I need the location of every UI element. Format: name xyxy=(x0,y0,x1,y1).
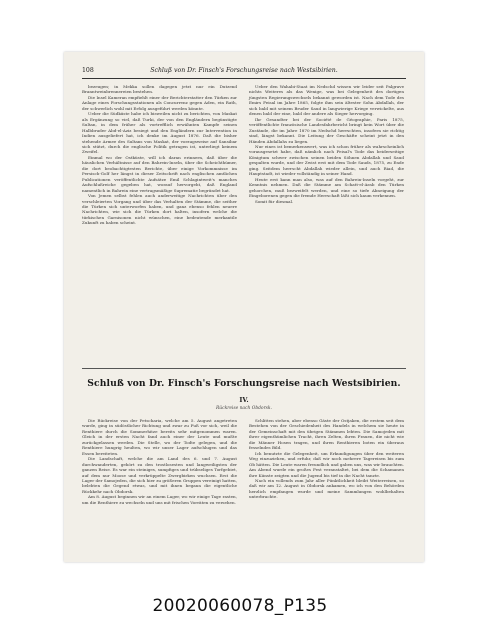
paragraph: Nach ein vollends zum Jahr aller Pünktlichkeit bleibt Weiterreisen, so daß wir am 12. August in Obdorsk ankamen, wo ich von den Behörden herzlich empfangen wurde und meine Sammlungen wohlbehalten unterbrachte. xyxy=(249,477,404,500)
closing-line: Somit für diesmal. xyxy=(255,198,294,204)
paragraph: Ihr Gesandter bei der Société de Géographie, Paris 1875, veröffentlichte französische Landesfahrbericht bringt kein Wort über die Zustände, die im Jahre 1870 im Nedschd herrschten, insofern sie richtig sind, längst bekannt. Die Leitung der Geschäfte scheint jetzt in den Händen Abdallahs zu liegen. xyxy=(249,116,404,144)
bottom-right-column xyxy=(249,418,404,500)
paragraph: Die Landschaft, welche die am Land des 6. und 7. August durchwanderten, gehört zu den trostlosesten und langweiligsten der ganzen Reise. Es war ein steiniges, sumpfiges und trübseliges Torfgebiet, auf dem nur Moose und verkrüppelte Zwergbirken wuchsen. Erst die Lager der Samojeden, die sich hier zu größeren Gruppen vereinigt hatten, belebten die Gegend etwas, und mit ihnen begann die eigentliche Rückkehr nach Obdorsk. xyxy=(82,456,237,494)
paragraph: Von Jemen selbst fehlen auch anderweitige Nachrichten über den verschleierten Vorgang und über das Verhalten der Stämme, die seither die Türken sich unterworfen haben, und ganz ebenso fehlen neuere Nachrichten, wie sich die Türken dort halten, insofern welche die türkischen Garnisonen nicht wünschen, eine bedeutende merkantile Zukunft zu haben scheint. xyxy=(82,193,237,226)
image-caption: 20020060078_P135 xyxy=(152,596,328,616)
top-right-column xyxy=(249,84,404,204)
paragraph: Nur eines ist bemerkenswert, was ich schon früher als wahrscheinlich vorausgesetzt habe, daß nämlich nach Feisal's Tode das beiderseitige Königtum schwer zwischen seinen beiden Söhnen Abdallah und Saud gespalten wurde, und der Zwist erst mit dem Tode Sauds, 1875, zu Ende ging. Seitdem herrscht Abdallah wieder allein, und auch Riad, die Hauptstadt, ist wieder vollständig in seiner Hand. xyxy=(249,143,404,177)
paragraph: Schlitten stehen, aber ebenso Gäste der Ostjaken, die erstem seit dem Bestehen von der Geschiedenheit des Handels in welchem sie heute in der Gemeinschaft mit den übrigen Stämmen lebten. Die Samojeden mit ihrer eigenthümlichen Tracht, ihren Zelten, ihren Frauen, die nicht wie die Männer Hosen tragen, und ihren Renthieren boten ein überaus fesselndes Bild. xyxy=(249,418,404,451)
paragraph: Die Insel Kameran empfiehlt einer der Berichterstatter den Türken zur Anlage eines Forschungsstationen als Concurrenz gegen Aden, ein Rath, der schwerlich wohl mit Erfolg ausgeführt werden könnte. xyxy=(82,94,237,111)
section-title: Schluß von Dr. Finsch's Forschungsreise nach Westsibirien. xyxy=(87,378,401,389)
document-page xyxy=(64,52,424,562)
paragraph: bezeugen; in Mekka sollen dagegen jetzt nur ein Dutzend Branntweinbrennereien bestehen. xyxy=(82,84,237,95)
bottom-left-column xyxy=(82,418,237,505)
top-left-column xyxy=(82,84,237,226)
page-number: 108 xyxy=(82,67,94,74)
paragraph: Die Rückreise von der Petscharia, welche am 5. August angetreten wurde, ging in südöstlicher Richtung und zwar zu Fuß vor sich, weil die Renthiere durch die Sommerhitze bereits sehr mitgenommen waren. Gleich in der ersten Nacht fand auch einer der Leute und mußte zurückgelassen werden. Die Stelle, wo der Todte gelegen, und die Renthiere hungrig heulten, wo wir unser Lager aufschlugen und das Essen bereiteten. xyxy=(82,418,237,456)
paragraph: Ueber den Wahabi-Staat im Nedschd wissen wir leider seit Palgrave nichts Weiteres als das Wenige, was bei Gelegenheit des dortigen jüngsten Regierungswechsels bekannt geworden ist. Nach dem Tode des Emirs Feisal im Jahre 1865, folgte ihm sein ältester Sohn Abdallah, der sich bald mit seinem Bruder Saud in langwierige Kriege verwickelte, aus denen bald der eine, bald der andere als Sieger hervorging. xyxy=(249,84,404,117)
section-divider xyxy=(82,368,406,369)
paragraph: Heute erst kann man also, was auf den Bahrein-Inseln vorgeht, zur Kenntnis nehmen. Daß die Stämme am Schatt-el-Arab den Türken gehorchen, muß bezweifelt werden, und eine so tiefe Abneigung der Eingeborenen gegen die fremde Herrschaft läßt sich kaum verkennen. xyxy=(249,176,404,199)
paragraph: Ueber die Südküste habe ich bisweilen nicht zu berichten, von Maskat als Ergänzung so viel, daß Turki, der von den Engländern begünstigte Sultan, in dem früher als vortrefflich erwähnten Kampfe seinen Halbbruder Abd-el-Aziz besiegt und den Engländern zur Intervention in Indien ausgeliefert hat, ich denke im August 1876. Daß die bisher stehende Armee des Sultans von Maskat, der vorzugsweise auf Sansibar sich stützt, durch die englische Politik getragen ist, unterliegt keinem Zweifel. xyxy=(82,111,237,155)
section-number: IV. xyxy=(239,396,249,404)
paragraph: Am 8. August beginnen wir an einem Lager, wo wir einige Tage rasten, um die Renthiere zu wechseln und uns mit frischen Vorräten zu versehen. xyxy=(82,494,237,505)
running-title: Schluß von Dr. Finsch's Forschungsreise nach Westsibirien. xyxy=(150,67,338,74)
paragraph: Einmal wo der Ostküste, will ich daran erinnern, daß über die häuslichen Verhältnisse auf den Bahrein-Inseln, über die Scheichthümer, die dort beobachtigtesten Berichte, über einige Vorkommnisse im Persisch-Golf her längst in dieser Zeitschrift nach englischen amtlichen Publicationen veröffentlichte Aufsätze Emil Schlagintweit's manches Aufschlußreiche gegeben hat, worauf hervorgeht, daß England namentlich in Bahrein eine vertragsmäßige Suprematie begründet hat. xyxy=(82,154,237,193)
section-subtitle: Rückreise nach Obdorsk. xyxy=(215,406,272,411)
page-header xyxy=(82,66,406,79)
paragraph: Ich benutzte die Gelegenheit, um Erkundigungen über den weiteren Weg einzuziehen, und erfuhr, daß wir noch mehrere Tagereisen bis zum Ob hätten. Die Leute waren freundlich und gaben uns, was wir brauchten. Am Abend wurde ein großes Fest veranstaltet, bei dem die Schamanen ihre Künste zeigten und die Jugend bis tief in die Nacht tanzte. xyxy=(249,450,404,478)
